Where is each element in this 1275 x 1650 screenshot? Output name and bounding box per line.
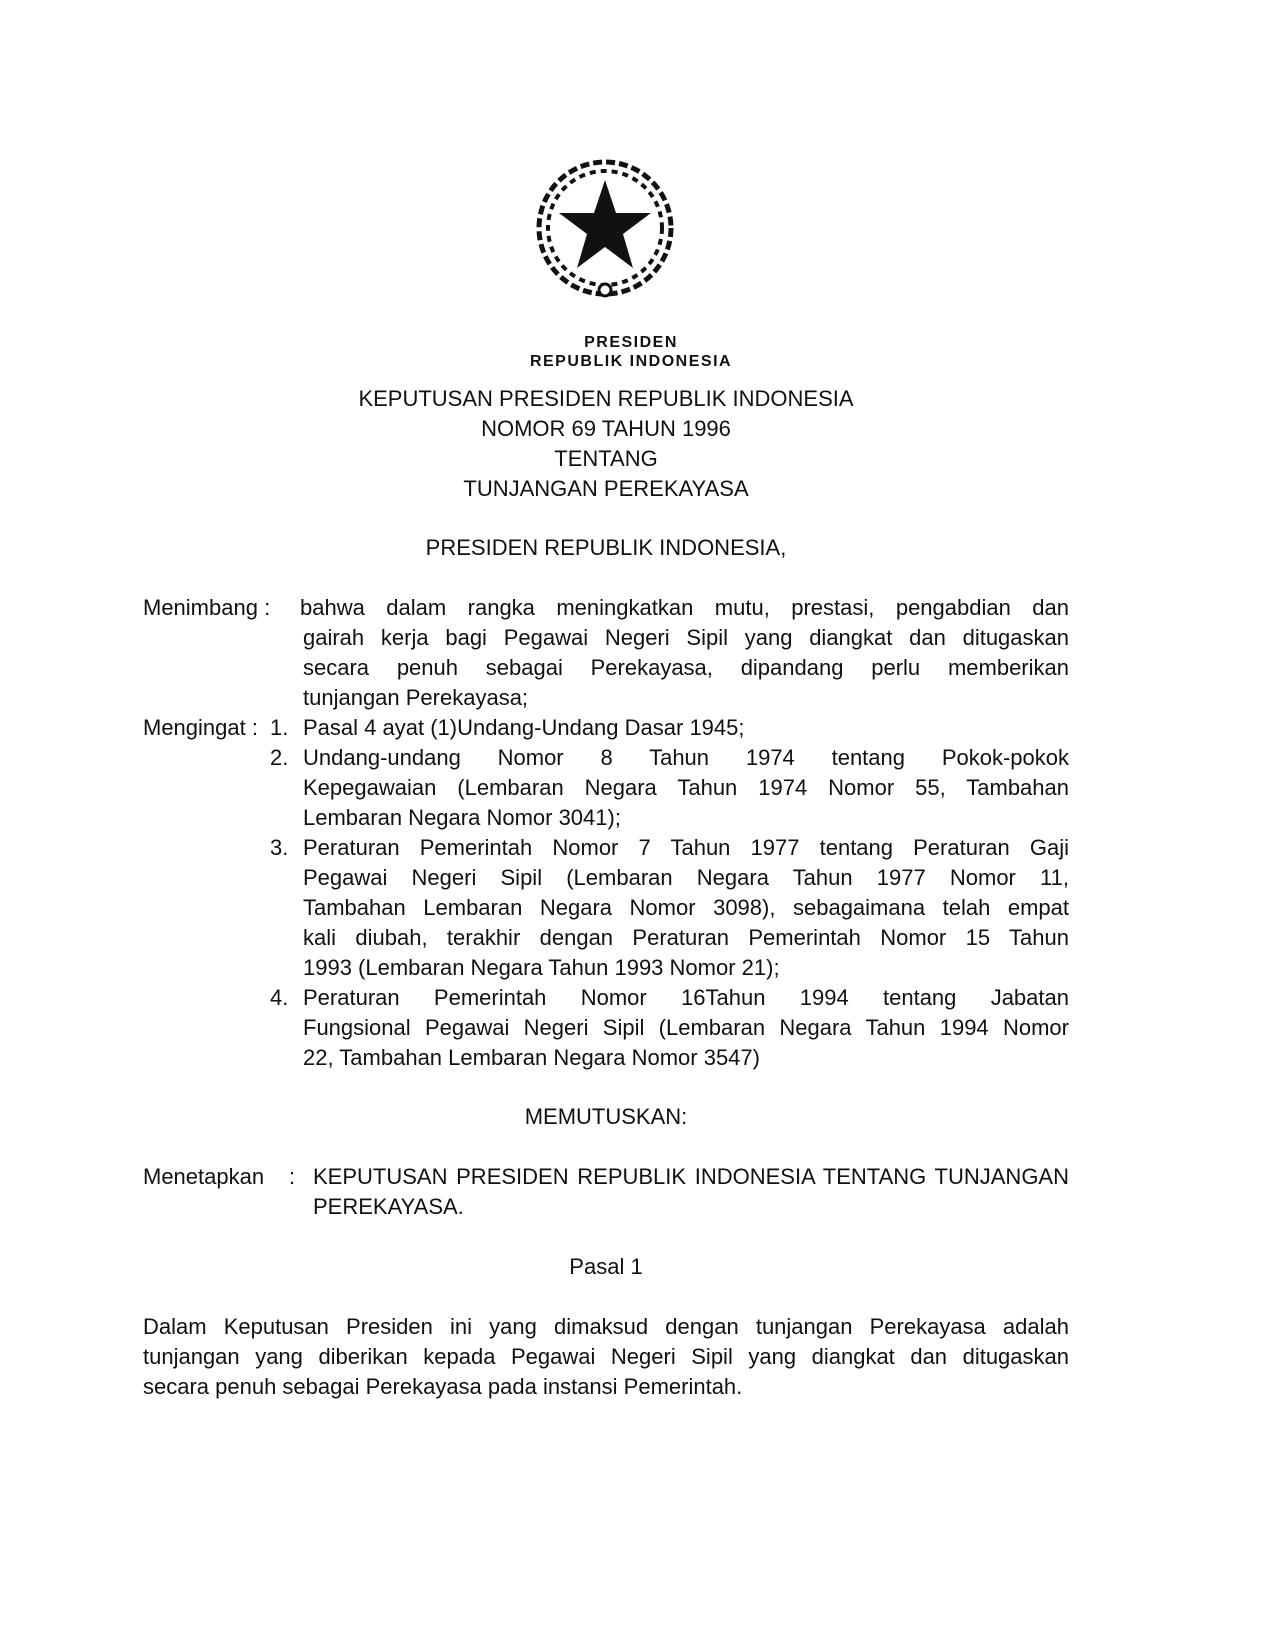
item-number: 4. [270, 985, 289, 1010]
list-item [270, 833, 1069, 983]
menetapkan-colon: : [289, 1164, 296, 1189]
menetapkan-label: Menetapkan [143, 1164, 265, 1189]
text-line: Pegawai Negeri Sipil (Lembaran Negara Tahun 1977 Nomor 11, [303, 865, 1069, 890]
text-line: Lembaran Negara Nomor 3041); [303, 805, 621, 830]
text-line: secara penuh sebagai Perekayasa, dipandang perlu memberikan [303, 655, 1069, 680]
emblem-text [0, 333, 1262, 371]
item-number: 1. [270, 715, 289, 740]
item-number: 2. [270, 745, 289, 770]
list-item [270, 983, 1069, 1073]
text-line: Tambahan Lembaran Negara Nomor 3098), sebagaimana telah empat [303, 895, 1069, 920]
text-line: tunjangan yang diberikan kepada Pegawai Negeri Sipil yang diangkat dan ditugaskan [143, 1344, 1069, 1369]
menimbang-label: Menimbang : [143, 595, 271, 620]
text-line: Fungsional Pegawai Negeri Sipil (Lembaran Negara Tahun 1994 Nomor [303, 1015, 1069, 1040]
star-icon [559, 180, 651, 268]
title-line: NOMOR 69 TAHUN 1996 [481, 416, 731, 441]
text-line: Peraturan Pemerintah Nomor 16Tahun 1994 tentang Jabatan [303, 985, 1069, 1010]
pasal-1-heading: Pasal 1 [569, 1254, 643, 1279]
text-line: kali diubah, terakhir dengan Peraturan Pemerintah Nomor 15 Tahun [303, 925, 1069, 950]
text-line: Dalam Keputusan Presiden ini yang dimaksud dengan tunjangan Perekayasa adalah [143, 1314, 1069, 1339]
text-line: tunjangan Perekayasa; [303, 685, 529, 710]
text-line: gairah kerja bagi Pegawai Negeri Sipil yang diangkat dan ditugaskan [303, 625, 1069, 650]
title-line: TUNJANGAN PEREKAYASA [463, 476, 749, 501]
presidential-emblem-logo [525, 148, 685, 308]
mengingat-label: Mengingat : [143, 715, 258, 740]
mengingat-list [270, 713, 1069, 1073]
title-line: TENTANG [554, 446, 658, 471]
text-line: Undang-undang Nomor 8 Tahun 1974 tentang Pokok-pokok [303, 745, 1069, 770]
text-line: Pasal 4 ayat (1)Undang-Undang Dasar 1945; [303, 715, 745, 740]
list-item [270, 713, 1069, 743]
list-item [270, 743, 1069, 833]
text-line: 22, Tambahan Lembaran Negara Nomor 3547) [303, 1045, 760, 1070]
pasal-1-text [143, 1312, 1069, 1402]
text-line: 1993 (Lembaran Negara Tahun 1993 Nomor 21); [303, 955, 780, 980]
text-line: KEPUTUSAN PRESIDEN REPUBLIK INDONESIA TENTANG TUNJANGAN [313, 1164, 1069, 1189]
item-number: 3. [270, 835, 289, 860]
menetapkan-text [313, 1162, 1069, 1222]
text-line: PEREKAYASA. [313, 1194, 464, 1219]
text-line: Peraturan Pemerintah Nomor 7 Tahun 1977 tentang Peraturan Gaji [303, 835, 1069, 860]
menimbang-text [300, 593, 1069, 713]
emblem-line-1: PRESIDEN [584, 334, 678, 351]
text-line: secara penuh sebagai Perekayasa pada instansi Pemerintah. [143, 1374, 743, 1399]
title-line: KEPUTUSAN PRESIDEN REPUBLIK INDONESIA [358, 386, 854, 411]
preamble: PRESIDEN REPUBLIK INDONESIA, [425, 535, 787, 560]
text-line: Kepegawaian (Lembaran Negara Tahun 1974 Nomor 55, Tambahan [303, 775, 1069, 800]
text-line: bahwa dalam rangka meningkatkan mutu, prestasi, pengabdian dan [300, 595, 1069, 620]
emblem-line-2: REPUBLIK INDONESIA [529, 353, 733, 370]
memutuskan-heading: MEMUTUSKAN: [524, 1104, 688, 1129]
document-title [0, 384, 1212, 504]
